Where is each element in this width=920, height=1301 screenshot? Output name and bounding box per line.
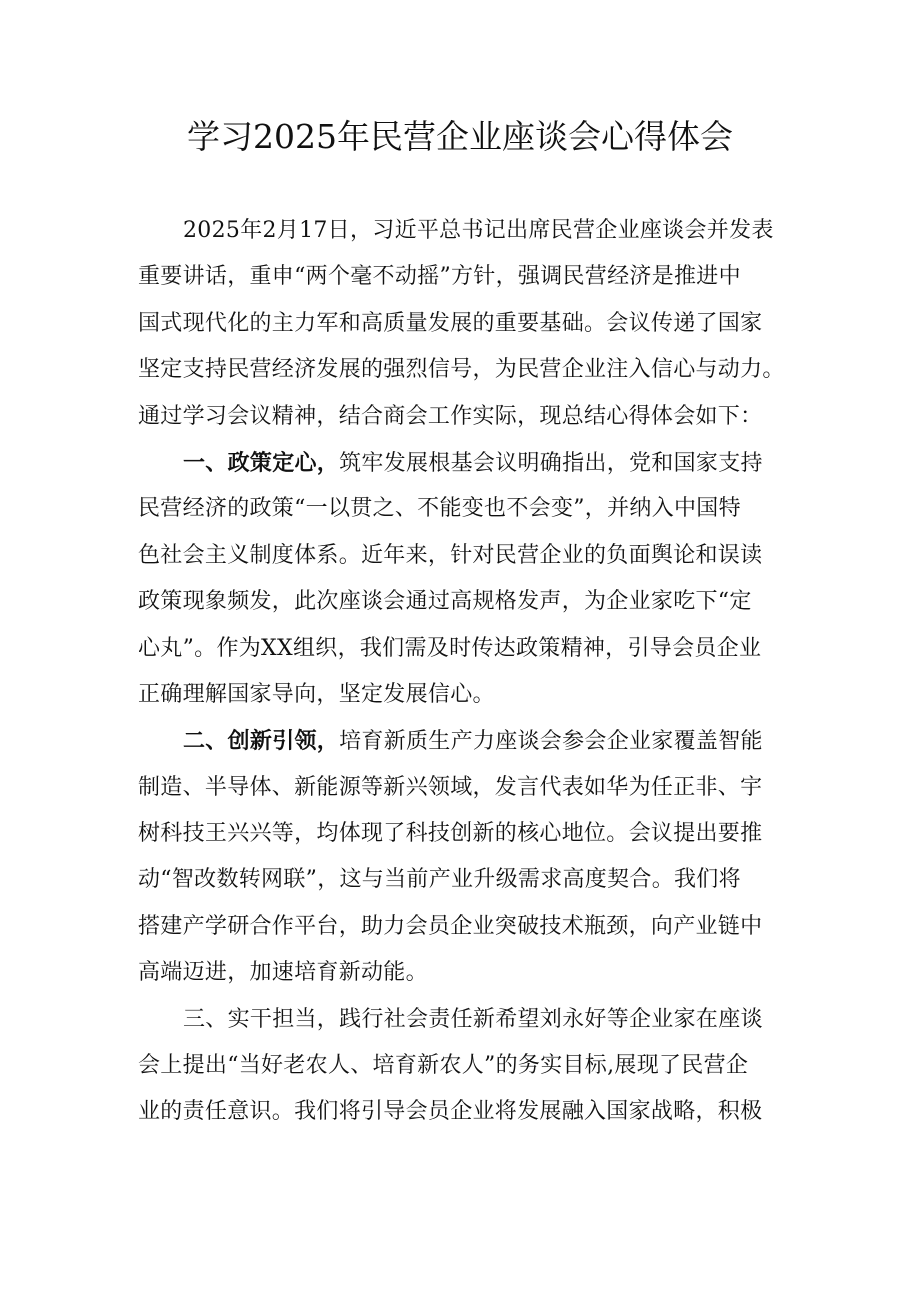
document-title: 学习2025年民营企业座谈会心得体会 bbox=[187, 117, 733, 156]
paragraph-line: 民营经济的政策“一以贯之、不能变也不会变”，并纳入中国特 bbox=[138, 496, 741, 522]
paragraph-intro bbox=[138, 208, 798, 440]
paragraph-line-text: 筑牢发展根基会议明确指出，党和国家支持 bbox=[339, 450, 763, 476]
paragraph-policy bbox=[138, 440, 798, 718]
paragraph-line: 重要讲话，重申“两个毫不动摇”方针，强调民营经济是推进中 bbox=[138, 264, 741, 290]
paragraph-line: 制造、半导体、新能源等新兴领域，发言代表如华为任正非、宇 bbox=[138, 774, 763, 800]
paragraph-line: 会上提出“当好老农人、培育新农人”的务实目标,展现了民营企 bbox=[138, 1053, 749, 1079]
paragraph-innovation bbox=[138, 718, 798, 996]
paragraph-line: 高端迈进，加速培育新动能。 bbox=[138, 960, 428, 986]
paragraph-line: 色社会主义制度体系。近年来，针对民营企业的负面舆论和误读 bbox=[138, 542, 763, 568]
paragraph-line: 业的责任意识。我们将引导会员企业将发展融入国家战略，积极 bbox=[138, 1099, 763, 1125]
paragraph-line: 三、实干担当，践行社会责任新希望刘永好等企业家在座谈 bbox=[183, 1006, 763, 1032]
paragraph-line: 通过学习会议精神，结合商会工作实际，现总结心得体会如下： bbox=[138, 403, 763, 429]
paragraph-first-line bbox=[138, 718, 798, 764]
paragraph-line: 政策现象频发，此次座谈会通过高规格发声，为企业家吃下“定 bbox=[138, 589, 752, 615]
paragraph-responsibility bbox=[138, 997, 798, 1136]
paragraph-line: 搭建产学研合作平台，助力会员企业突破技术瓶颈，向产业链中 bbox=[138, 913, 763, 939]
paragraph-line: 2025年2月17日，习近平总书记出席民营企业座谈会并发表 bbox=[183, 218, 774, 243]
paragraph-line: 树科技王兴兴等，均体现了科技创新的核心地位。会议提出要推 bbox=[138, 821, 763, 847]
document-body bbox=[138, 208, 798, 1136]
section-heading: 二、创新引领， bbox=[183, 728, 340, 755]
paragraph-line-text: 培育新质生产力座谈会参会企业家覆盖智能 bbox=[339, 729, 763, 755]
paragraph-line: 国式现代化的主力军和高质量发展的重要基础。会议传递了国家 bbox=[138, 310, 763, 336]
paragraph-line: 坚定支持民营经济发展的强烈信号，为民营企业注入信心与动力。 bbox=[138, 357, 785, 383]
section-heading: 一、政策定心， bbox=[183, 449, 340, 476]
paragraph-line: 正确理解国家导向，坚定发展信心。 bbox=[138, 681, 495, 707]
paragraph-first-line bbox=[138, 440, 798, 486]
paragraph-line: 心丸”。作为XX组织，我们需及时传达政策精神，引导会员企业 bbox=[138, 635, 762, 661]
paragraph-line: 动“智改数转网联”，这与当前产业升级需求高度契合。我们将 bbox=[138, 867, 741, 893]
